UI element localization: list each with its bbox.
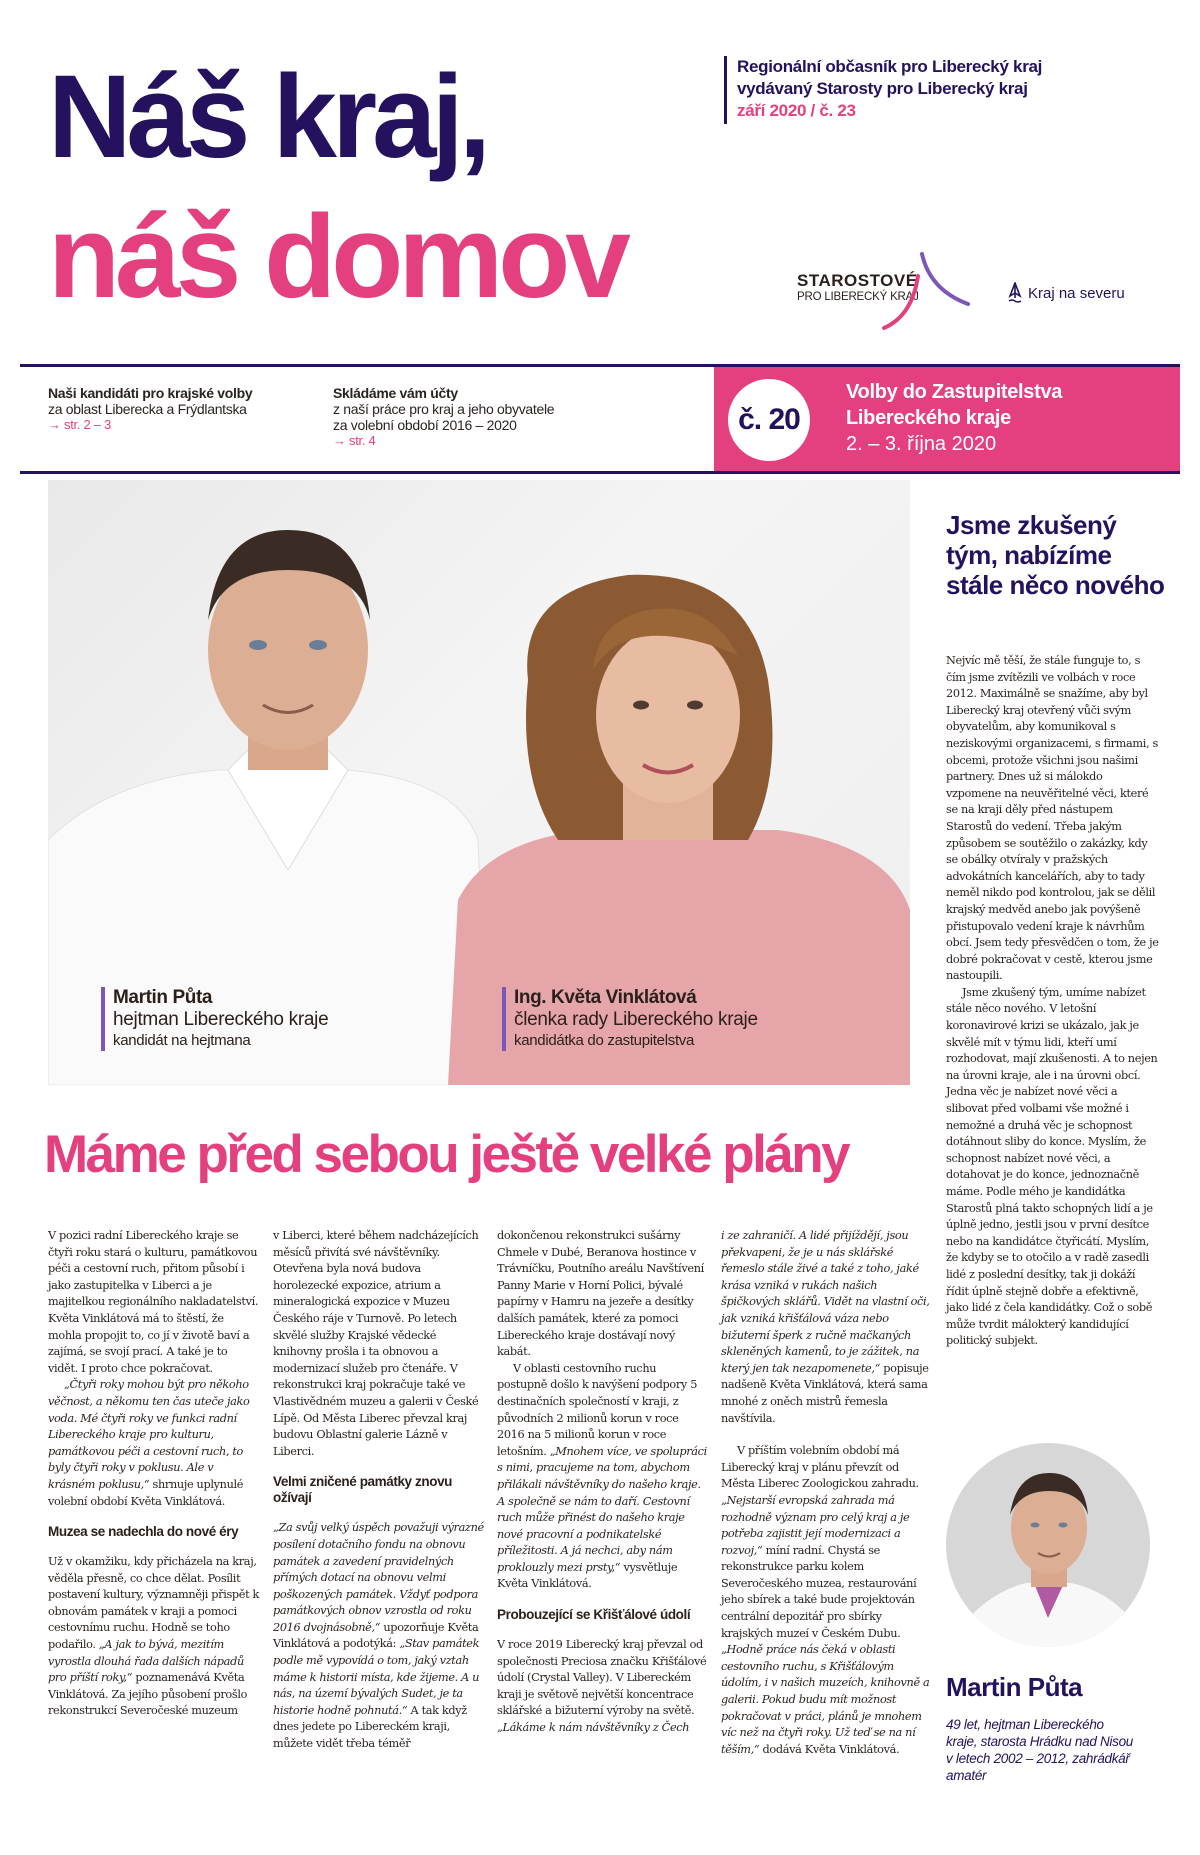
caption-martin-puta — [101, 987, 328, 1051]
quote: „Čtyři roky mohou být pro někoho věčnost, a někomu ten čas uteče jako voda. Mé čtyři roky ve funkci radní Libereckého kraje pro kulturu, památkovou péči a cestovní ruch, to byly čtyři roky v poklusu. Ale v krásném poklusu,“ — [48, 1378, 250, 1491]
portrait-martin-puta — [946, 1443, 1150, 1647]
masthead-title-line1: Náš kraj, — [48, 51, 487, 183]
teaser-line: z naší práce pro kraj a jeho obyvatele — [333, 401, 555, 417]
teaser-heading: Naši kandidáti pro krajské volby — [48, 385, 253, 401]
article-paragraph: v Liberci, které během nadcházejících měsíců přivítá své návštěvníky. Otevřena byla nová budova horolezecké expozice, atrium a mineralogická expozice v Muzeu Českého ráje v Turnově. Po letech skvělé služby Krajské vědecké knihovny prošla i ta obnovou a modernizací služeb pro čtenáře. V rekonstrukci kraj pokračuje také ve Vlastivědném muzeu a galerii v České Lípě. Od Města Liberec převzal kraj budovu Oblastní galerie Lázně v Liberci. — [273, 1229, 479, 1458]
quote: „Lákáme k nám návštěvníky z Čech — [497, 1721, 690, 1735]
side-paragraph: Jsme zkušený tým, umíme nabízet stále něco nového. V letošní koronavirové krizi se ukázalo, jak je skvělé mít v týmu lidi, kteří umí rozhodovat, mají zkušenosti. A to nejen na úrovni kraje, ale i na úrovni obcí. Jedna věc je nabízet nové věci a slibovat před volbami vše možné i nemožné a druhá věc je schopnost dotáhnout sliby do konce. Myslím, že schopnost nabízet nové věci, a dotahovat je do konce, jednoznačně máme. Podle mého je kandidátka Starostů plná takto schopných lidí a je úplně jedno, jestli jsou v první desítce nebo na kandidátce čtyřicátí. Myslím, že kdyby se to otočilo a v radě zasedli lidé z poslední desítky, tak ji dokáží řídit úplně stejně dobře a efektivně, jako lidé z čela kandidátky. Což o sobě může tvrdit málokterý kandidující politický subjekt. — [946, 985, 1158, 1348]
election-title-line2: Libereckého kraje — [846, 407, 1011, 429]
teaser-band — [20, 364, 1180, 474]
tagline-line1: Regionální občasník pro Liberecký kraj — [737, 57, 1043, 76]
masthead-tagline — [724, 56, 1042, 124]
profile-name: Martin Půta — [946, 1672, 1083, 1702]
article-paragraph — [48, 1554, 260, 1720]
text: A tak když dnes jedete po Libereckém kraji, můžete vidět třeba téměř — [273, 1703, 467, 1751]
side-article-body — [946, 653, 1160, 1350]
text: shrnuje uplynulé volební období Květa Vinklátová. — [48, 1477, 244, 1508]
teaser-accounts[interactable] — [333, 385, 554, 449]
tree-icon — [1008, 282, 1022, 304]
profile-photo — [946, 1443, 1150, 1647]
text: poznamenává Květa Vinklátová. Za jejího působení prošlo rekonstrukcí Severočeské muzeum — [48, 1671, 248, 1718]
teaser-line: za oblast Liberecka a Frýdlantska — [48, 401, 247, 417]
article-headline: Máme před sebou ještě velké plány — [44, 1125, 849, 1184]
quote: „Hodně práce nás čeká v oblasti cestovního ruchu, s Křišťálovým údolím, i v našich muzeích, knihovně a galerii. Pokud budu mít možnost pokračovat v práci, plánů je mnohem víc než na čtyři roky. Už teď se na ní těším,“ — [721, 1643, 930, 1756]
arc-logo-icon — [880, 250, 970, 330]
text: V roce 2019 Liberecký kraj převzal od společnosti Preciosa značku Křišťálové údolí (Crystal Valley). V Libereckém kraji je světově největší koncentrace sklářské a bižuterní výroby na světě. — [497, 1638, 707, 1718]
election-box — [714, 367, 1180, 471]
caption-name: Martin Půta — [113, 987, 213, 1008]
article-paragraph — [721, 1443, 933, 1758]
text: vysvětluje Květa Vinklátová. — [497, 1560, 678, 1591]
logo-name: STAROSTOVÉ — [797, 271, 918, 290]
teaser-page-link[interactable]: → str. 2 – 3 — [48, 417, 111, 432]
text: V oblasti cestovního ruchu postupně došlo k navýšení podpory 5 destinačních společností v kraji, z původních 2 milionů korun v roce 2016 na 5 milionů korun v roce letošním. — [497, 1361, 698, 1458]
caption-kveta-vinklatova — [502, 987, 758, 1051]
caption-role: hejtman Libereckého kraje — [113, 1009, 329, 1030]
teaser-line: za volební období 2016 – 2020 — [333, 417, 517, 433]
candidates-photo — [48, 480, 910, 1085]
election-title-line1: Volby do Zastupitelstva — [846, 381, 1063, 403]
text: popisuje nadšeně Květa Vinklátová, která sama mnohé z oněch mistrů řemesla navštívila. — [721, 1361, 929, 1425]
article-paragraph — [497, 1361, 709, 1593]
masthead-title-line2: náš domov — [48, 191, 626, 323]
issue-number: září 2020 / č. 23 — [737, 101, 856, 120]
text: dodává Květa Vinklátová. — [759, 1742, 900, 1756]
caption-role: členka rady Libereckého kraje — [514, 1009, 758, 1030]
quote: „A jak to bývá, mezitím vyrostla dlouhá řada dalších nápadů pro příští roky,“ — [48, 1638, 244, 1685]
teaser-page-link[interactable]: → str. 4 — [333, 433, 376, 448]
article-paragraph — [273, 1520, 485, 1752]
side-paragraph: Nejvíc mě těší, že stále funguje to, s čím jsme zvítězili ve volbách v roce 2012. Maximálně se snažíme, aby byl Liberecký kraj otevřený vůči svým obyvatelům, aby komunikoval s neziskovými organizacemi, s firmami, s obcemi, protože všichni jsou našimi partnery. Dnes už si málokdo vzpomene na neuvěřitelné věci, které se na kraji děly před nástupem Starostů do vedení. Třeba jakým způsobem se soutěžilo o zakázky, kdy se obálky otvíraly v pražských advokátních kancelářích, aby to tady neměl nikdo pod kontrolou, jak se dělil krajský medvěd anebo jak povýšeně přistupovalo vedení kraje k návrhům obcí. Jsem tedy přesvědčen o tom, že je dobré pokračovat v cestě, kterou jsme nastoupili. — [946, 654, 1159, 983]
subheading-museums: Muzea se nadechla do nové éry — [48, 1524, 239, 1540]
election-info — [846, 379, 1062, 457]
article-column-1 — [48, 1228, 260, 1720]
article-paragraph — [48, 1377, 260, 1510]
text: upozorňuje Květa Vinklátová a podotýká: — [273, 1620, 479, 1651]
kraj-na-severu-logo — [1008, 282, 1125, 304]
side-headline: Jsme zkušený tým, nabízíme stále něco nového — [946, 510, 1165, 600]
article-paragraph: dokončenou rekonstrukci sušárny Chmele v Dubé, Beranova hostince v Trávníčku, Poutního areálu Navštívení Panny Marie v Horní Polici, bývalé papírny v Hamru na jezeře a desítky dalších památek, které za pomoci Libereckého kraje dostávají nový kabát. — [497, 1229, 704, 1359]
caption-name: Ing. Květa Vinklátová — [514, 987, 697, 1008]
election-date: 2. – 3. října 2020 — [846, 433, 997, 455]
article-column-3 — [497, 1228, 709, 1737]
subheading-crystal-valley: Probouzející se Křišťálové údolí — [497, 1607, 691, 1623]
article-paragraph — [497, 1637, 709, 1737]
teaser-heading: Skládáme vám účty — [333, 385, 458, 401]
article-paragraph — [721, 1228, 933, 1427]
subheading-monuments: Velmi zničené památky znovu ožívají — [273, 1474, 453, 1506]
article-column-4 — [721, 1228, 933, 1758]
caption-candidacy: kandidát na hejtmana — [113, 1032, 251, 1049]
text: míní radní. Chystá se rekonstrukce parku kolem Severočeského muzea, restaurování jeho sbírek a také bude projektován centrální depozitář pro sbírky krajských muzeí v Českém Dubu. — [721, 1543, 917, 1640]
article-column-2 — [273, 1228, 485, 1753]
quote: „Mnohem více, ve spolupráci s nimi, pracujeme na tom, abychom přilákali návštěvníky do našeho kraje. A společně se nám to daří. Cestovní ruch může přinést do našeho kraje nové pracovní a podnikatelské příležitosti. A já nechci, aby nám proklouzly mezi prsty,“ — [497, 1444, 707, 1574]
slogan: Kraj na severu — [1028, 284, 1125, 302]
logo-sub: PRO LIBERECKÝ KRAJ — [797, 291, 919, 303]
text: V příštím volebním období má Liberecký kraj v plánu převzít od Města Liberec Zoologickou zahradu. — [721, 1444, 919, 1491]
article-paragraph: V pozici radní Libereckého kraje se čtyři roku stará o kulturu, památkovou péči a cestovní ruch, přitom působí i jako zastupitelka v Liberci a je majitelkou regionálního nakladatelství. Květa Vinklátová má to štěstí, že mohla propojit to, co jí v životě baví a zajímá, se svojí prací. A také je to vidět. I proto chce pokračovat. — [48, 1229, 259, 1375]
quote: „Za svůj velký úspěch považuji výrazné posílení dotačního fondu na obnovu památek a zavedení pravidelných přímých dotací na obnovu velmi poškozených památek. Vždyť podpora památkových obnov vzrostla od roku 2016 dvojnásobně,“ — [273, 1521, 484, 1634]
quote: „Nejstarší evropská zahrada má rozhodně význam pro celý kraj a je potřeba zajistit její modernizaci a rozvoj,“ — [721, 1493, 910, 1557]
text: Už v okamžiku, kdy přicházela na kraj, věděla přesně, co chce dělat. Posílit postavení kultury, významněji přispět k obnovám památek v kraji a pomoci cestovnímu ruchu. Hodně se toho podařilo. — [48, 1555, 260, 1652]
quote: i ze zahraničí. A lidé přijíždějí, jsou překvapeni, že je u nás sklářské řemeslo stále živé a také z toho, jaké krása vzniká v rukách našich špičkových sklářů. Vidět na vlastní oči, jak vzniká křišťálová váza nebo bižuterní šperk z ručně mačkaných skleněných kamenů, to je zážitek, na který jen tak nezapomenete,“ — [721, 1229, 930, 1375]
teaser-candidates[interactable] — [48, 385, 252, 433]
caption-candidacy: kandidátka do zastupitelstva — [514, 1032, 695, 1049]
ballot-number-badge: č. 20 — [728, 379, 810, 461]
profile-bio: 49 let, hejtman Libereckého kraje, starosta Hrádku nad Nisou v letech 2002 – 2012, zahrádkář amatér — [946, 1717, 1133, 1783]
quote: „Stav památek podle mě vypovídá o tom, jaký vztah máme k historii místa, kde žijeme. A u nás, na území bývalých Sudet, je ta historie hodně pohnutá.“ — [273, 1637, 480, 1717]
tagline-line2: vydávaný Starosty pro Liberecký kraj — [737, 79, 1028, 98]
